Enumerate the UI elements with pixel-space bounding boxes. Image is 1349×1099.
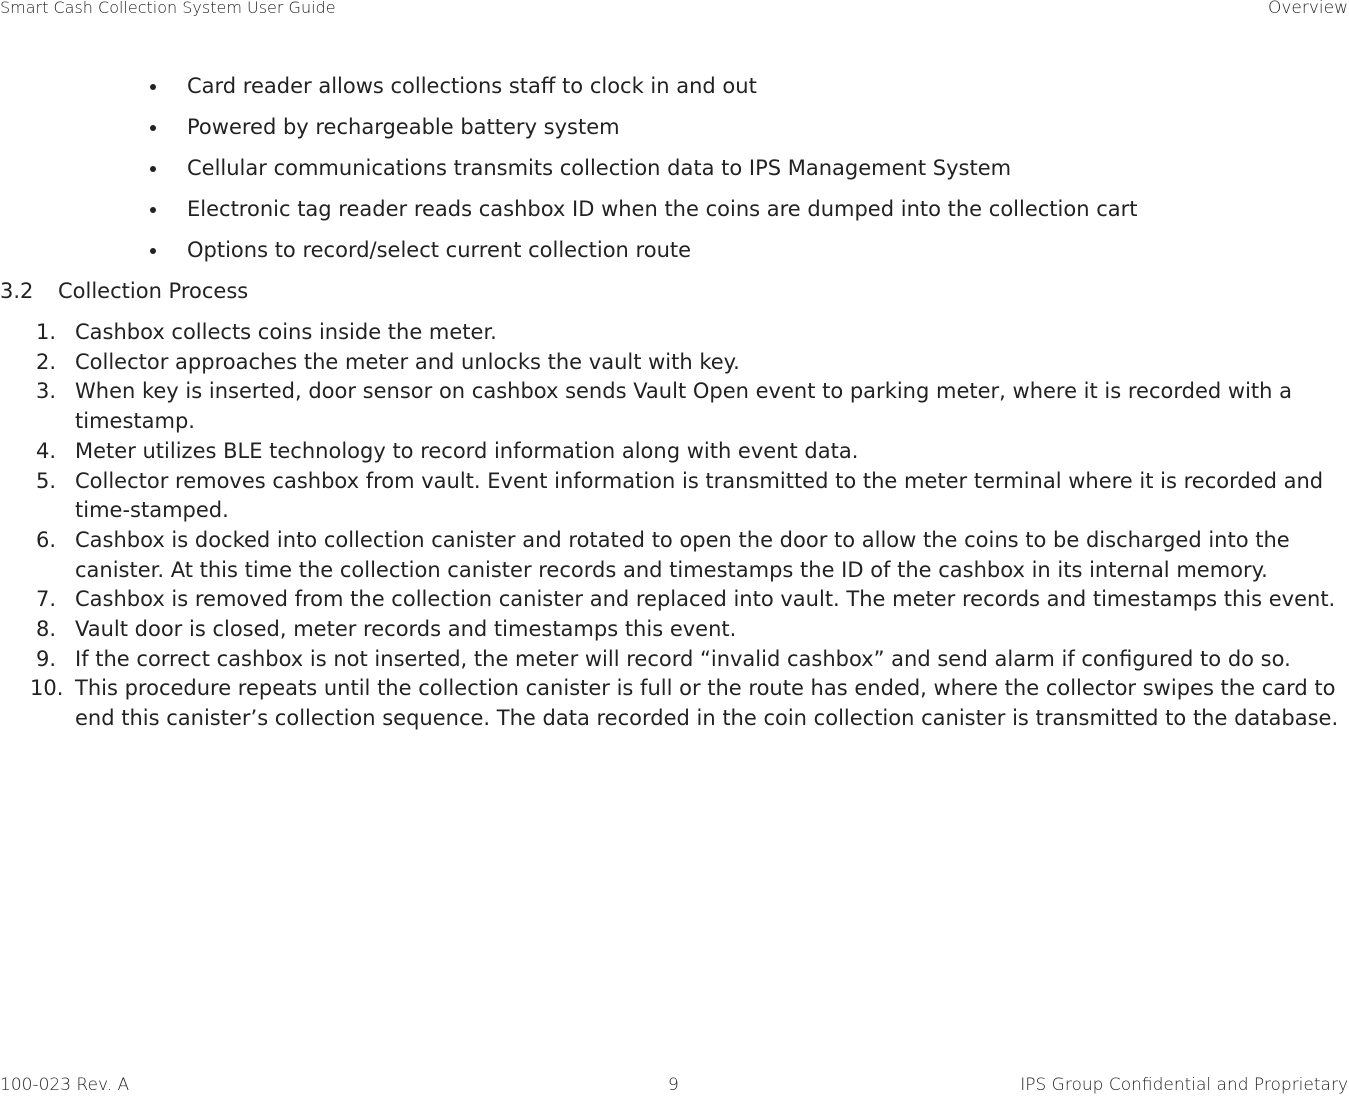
step-number: 8. — [36, 617, 57, 642]
step-text: Cashbox is removed from the collection canister and replaced into vault. The meter records and timestamps this event. — [75, 587, 1336, 612]
bullet-text: Options to record/select current collection route — [187, 238, 692, 262]
bullet-icon — [150, 84, 156, 90]
step-item — [0, 585, 1349, 615]
bullet-text: Powered by rechargeable battery system — [187, 115, 620, 139]
step-item — [0, 377, 1349, 436]
step-item — [0, 437, 1349, 467]
bullet-item — [0, 68, 1138, 109]
step-text: Vault door is closed, meter records and timestamps this event. — [75, 617, 737, 642]
bullet-text: Electronic tag reader reads cashbox ID when the coins are dumped into the collection cart — [187, 197, 1138, 221]
step-number: 5. — [36, 468, 57, 493]
step-text: Cashbox is docked into collection canister and rotated to open the door to allow the coins to be discharged into the canister. At this time the collection canister records and timestamps the ID of the cashbox in its internal memory. — [75, 527, 1290, 582]
bullet-item — [0, 232, 1138, 273]
step-item — [0, 348, 1349, 378]
bullet-item — [0, 150, 1138, 191]
feature-bullet-list — [0, 68, 1138, 273]
step-text: When key is inserted, door sensor on cashbox sends Vault Open event to parking meter, where it is recorded with a timestamp. — [75, 379, 1292, 434]
bullet-icon — [150, 166, 156, 172]
section-number: 3.2 — [0, 279, 34, 303]
step-item — [0, 467, 1349, 526]
step-item — [0, 674, 1349, 733]
bullet-text: Cellular communications transmits collection data to IPS Management System — [187, 156, 1012, 180]
collection-steps-list — [0, 318, 1349, 734]
page-number: 9 — [668, 1075, 679, 1095]
page-footer — [0, 1075, 1349, 1099]
step-number: 10. — [30, 676, 64, 701]
confidentiality-notice: IPS Group Confidential and Proprietary — [1020, 1075, 1348, 1095]
bullet-icon — [150, 125, 156, 131]
bullet-icon — [150, 248, 156, 254]
step-number: 7. — [36, 587, 57, 612]
step-number: 3. — [36, 379, 57, 404]
step-number: 6. — [36, 527, 57, 552]
step-item — [0, 645, 1349, 675]
bullet-text: Card reader allows collections staff to clock in and out — [187, 74, 757, 98]
step-number: 9. — [36, 646, 57, 671]
step-item — [0, 318, 1349, 348]
step-item — [0, 615, 1349, 645]
step-text: Collector approaches the meter and unlocks the vault with key. — [75, 349, 740, 374]
step-number: 4. — [36, 438, 57, 463]
document-title: Smart Cash Collection System User Guide — [0, 0, 336, 17]
step-number: 2. — [36, 349, 57, 374]
section-name: Overview — [1267, 0, 1348, 18]
step-number: 1. — [36, 320, 57, 344]
bullet-icon — [150, 207, 156, 213]
step-text: This procedure repeats until the collection canister is full or the route has ended, where the collector swipes the card to end this canister’s collection sequence. The data recorded in the coin collection canister is transmitted to the database. — [75, 676, 1339, 731]
bullet-item — [0, 191, 1138, 232]
step-text: Cashbox collects coins inside the meter. — [75, 320, 497, 344]
document-revision: 100-023 Rev. A — [0, 1075, 130, 1095]
step-item — [0, 526, 1349, 585]
step-text: If the correct cashbox is not inserted, the meter will record “invalid cashbox” and send alarm if configured to do so. — [75, 646, 1291, 671]
section-title: Collection Process — [58, 279, 249, 303]
page-header — [0, 0, 1349, 22]
step-text: Collector removes cashbox from vault. Event information is transmitted to the meter terminal where it is recorded and time-stamped. — [75, 468, 1324, 523]
section-heading — [0, 279, 248, 303]
step-text: Meter utilizes BLE technology to record information along with event data. — [75, 438, 859, 463]
bullet-item — [0, 109, 1138, 150]
